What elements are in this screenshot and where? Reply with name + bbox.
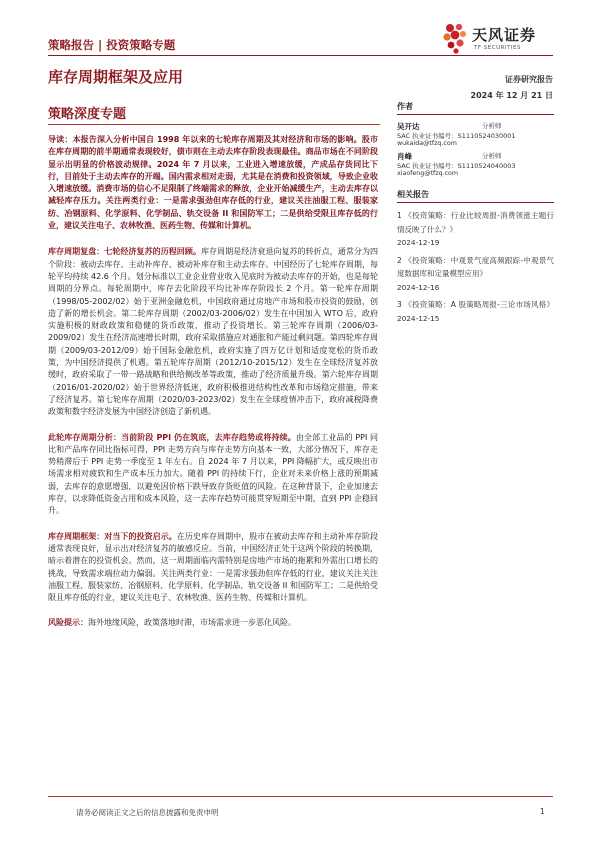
logo-text-cn: 天风证券	[472, 26, 537, 44]
logo-icon	[440, 22, 470, 54]
related-reports-heading: 相关报告	[397, 187, 554, 203]
author-role: 分析师	[482, 152, 502, 160]
author-name: 吴开达	[397, 122, 420, 131]
section-kicker: 库存周期复盘：七轮经济复苏的历程回顾。	[48, 247, 201, 257]
lead-paragraph: 导读：本报告深入分析中国自 1998 年以来的七轮库存周期及其对经济和市场的影响。股市在库存周期的前半期通常表现较好，债市则在主动去库存阶段表现最佳。商品市场在不同阶段显示出明显的价格波动规律。2024 年 7 月以来，工业进入增速放缓，产成品存货同比下行，目前处于主动去库存的开端。国内需求相对走弱，尤其是在消费和投资领域，导致企业收入增速放缓。消费市场的信心不足限制了终端需求的释放，企业开始减缓生产，主动去库存以减轻库存压力。关注两类行业：一是需求强劲但库存低的行业，建议关注油服工程、服装家纺、冶钢原料、化学原料、化学制品、轨交设备 II 和国防军工；二是供给受限且库存低的行业，建议关注电子、农林牧渔、医药生物、传媒和计算机。	[48, 135, 378, 231]
risk-body: 海外地缘风险，政策落地时滞，市场需求进一步恶化风险。	[88, 618, 296, 628]
related-report-date: 2024-12-16	[397, 282, 440, 292]
related-report-date: 2024-12-15	[397, 313, 440, 323]
footer-divider	[48, 796, 553, 797]
author-block	[397, 151, 554, 181]
related-report-title[interactable]: 1 《投资策略：行业比较周报-消费领涨主题行情反映了什么？》	[397, 211, 554, 234]
section-body: 在历史库存周期中，股市在被动去库存和主动补库存阶段通常表现良好，显示出对经济复苏的敏感反应。当前，中国经济正处于这两个阶段的转换期，暗示着潜在的投资机会。然而，这一周期面临内需特别是房地产市场的拖累和外需出口增长的挑战，导致需求端拉动力偏弱。关注两类行业：一是需求强劲但库存低的行业，建议关注关注油服工程、服装家纺、冶钢原料、化学原料、化学制品、轨交设备 II 和国防军工；二是供给受限且库存低的行业，建议关注电子、农林牧渔、医药生物、传媒和计算机。	[48, 531, 379, 603]
company-logo	[440, 14, 570, 60]
section-body: 由全部工业品的 PPI 同比和产品库存同比指标可得，PPI 走势方向与库存走势方向基本一致，大部分情况下，库存走势稍滞后于 PPI 走势一季度至 1 年左右。自 2024 年 7 月以来，PPI 降幅扩大，或反映出市场需求相对疲软和生产成本压力加大。随着 PPI 的持续下行，企业对未来价格上涨的预期减弱，去库存的意愿增强，以避免因价格下跌导致存货贬值的风险。在这种背景下，企业加速去库存，以求降低资金占用和成本风险，这一去库存趋势可能贯穿短期至中期，直到 PPI 企稳回升。	[48, 432, 378, 516]
related-report-item[interactable]	[397, 254, 554, 295]
sidebar	[397, 99, 554, 329]
footer-disclaimer: 请务必阅读正文之后的信息披露和免责申明	[76, 808, 219, 817]
section-paragraph	[48, 246, 378, 418]
main-content	[48, 134, 378, 643]
author-email[interactable]: xiaofeng@tfzq.com	[397, 170, 459, 177]
subtitle-divider	[48, 124, 380, 125]
related-report-date: 2024-12-19	[397, 238, 440, 247]
section-kicker: 此轮库存周期分析：当前阶段 PPI 仍在筑底，去库存趋势或将持续。	[48, 432, 296, 442]
report-category: 策略报告 | 投资策略专题	[48, 38, 176, 52]
author-block	[397, 121, 554, 151]
related-report-item[interactable]	[397, 298, 554, 325]
section-paragraph	[48, 432, 378, 518]
authors-heading: 作者	[397, 99, 554, 115]
section-subtitle: 策略深度专题	[48, 107, 127, 122]
page-number: 1	[540, 807, 545, 816]
logo-text-en: TF SECURITIES	[474, 45, 521, 51]
section-paragraph	[48, 531, 378, 605]
author-email[interactable]: wukaida@tfzq.com	[397, 140, 457, 147]
risk-paragraph	[48, 617, 378, 629]
related-report-title[interactable]: 2 《投资策略：中观景气度高频跟踪-中观景气度数据库和定量模型应用》	[397, 255, 554, 278]
page-title: 库存周期框架及应用	[48, 68, 184, 86]
author-sac-number: SAC 执业证书编号：S1110524030001	[397, 132, 516, 140]
header-divider	[48, 55, 553, 56]
related-report-item[interactable]	[397, 209, 554, 250]
author-role: 分析师	[482, 122, 502, 130]
report-date: 2024 年 12 月 21 日	[470, 91, 553, 100]
risk-kicker: 风险提示：	[48, 618, 88, 628]
section-body: 库存周期是经济衰退向复苏的转折点，通常分为四个阶段：被动去库存、主动补库存、被动补库存和主动去库存。中国经历了七轮库存周期，每轮平均持续 42.6 个月。划分标准以工业企业营业收入见底时为被动去库存的开始，也是每轮周期的分界点。每轮周期中，库存去化阶段平均比补库存阶段长 2 个月。第一轮库存周期（1998/05-2002/02）始于亚洲金融危机，中国政府通过房地产市场和股市投资的鼓励，创造了新的增长机会。第二轮库存周期（2002/03-2006/02）发生在中国加入 WTO 后，政府实施积极的财政政策和稳健的货币政策，推动了投资增长。第三轮库存周期（2006/03-2009/02）发生在经济高速增长时期，政府采取措施应对通胀和产能过剩问题。第四轮库存周期（2009/03-2012/09）始于国际金融危机，政府实施了四万亿计划和适度宽松的货币政策，为中国经济提供了机遇。第五轮库存周期（2012/10-2015/12）发生在全球经济复苏放缓时，政府采取了一带一路战略和供给侧改革等政策，推动了经济质量升级。第六轮库存周期（2016/01-2020/02）始于世界经济低迷，政府积极推进结构性改革和市场稳定措施，带来了经济复苏。第七轮库存周期（2020/03-2023/02）发生在全球疫情冲击下，政府减税降费政策和数字经济发展为中国经济创造了新机遇。	[48, 247, 379, 417]
author-sac-number: SAC 执业证书编号：S1110524040003	[397, 162, 516, 170]
section-kicker: 库存周期框架：对当下的投资启示。	[48, 531, 177, 541]
author-name: 肖峰	[397, 152, 412, 161]
report-type: 证券研究报告	[505, 75, 553, 84]
related-report-title[interactable]: 3 《投资策略：A 股策略周报-三论市场风格》	[397, 300, 554, 309]
